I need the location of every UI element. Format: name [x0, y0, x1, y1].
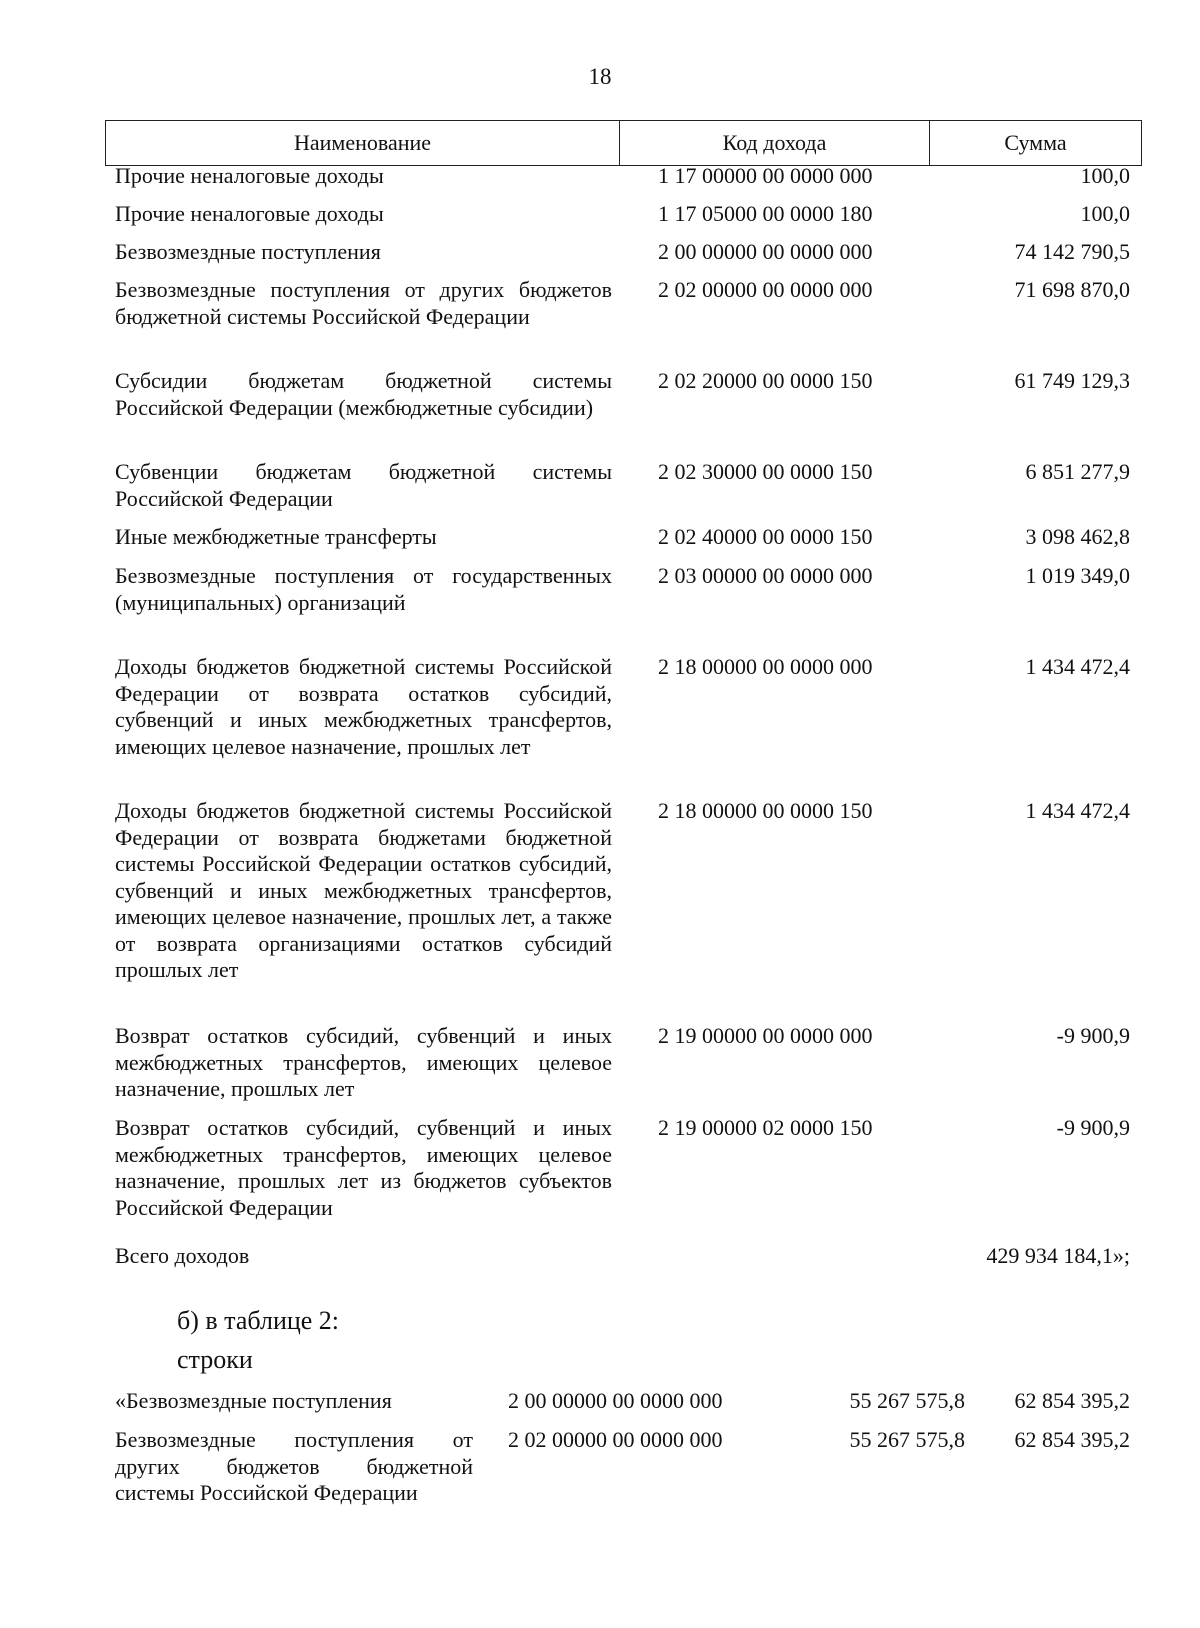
- header-name: Наименование: [106, 121, 620, 165]
- row-value-1: 55 267 575,8: [849, 1427, 965, 1452]
- row-name: Возврат остатков субсидий, субвенций и иных межбюджетных трансфертов, имеющих целевое назначение, прошлых лет: [115, 1023, 612, 1101]
- row-code: 2 18 00000 00 0000 150: [658, 798, 873, 823]
- row-code: 1 17 00000 00 0000 000: [658, 163, 873, 188]
- table-header: [105, 120, 1142, 166]
- row-sum: -9 900,9: [1056, 1023, 1130, 1048]
- row-code: 2 02 20000 00 0000 150: [658, 368, 873, 393]
- row-sum: 3 098 462,8: [1025, 524, 1130, 549]
- row-sum: 1 434 472,4: [1025, 798, 1130, 823]
- row-code: 2 00 00000 00 0000 000: [658, 239, 873, 264]
- row-sum: 1 434 472,4: [1025, 654, 1130, 679]
- row-value-2: 62 854 395,2: [1014, 1388, 1130, 1413]
- row-code: 2 02 00000 00 0000 000: [658, 277, 873, 302]
- page-number: 18: [588, 64, 612, 89]
- row-sum: 61 749 129,3: [1014, 368, 1130, 393]
- row-code: 2 02 40000 00 0000 150: [658, 524, 873, 549]
- row-name: Иные межбюджетные трансферты: [115, 524, 437, 549]
- row-sum: 100,0: [1080, 201, 1130, 226]
- section-title: б) в таблице 2:: [177, 1306, 340, 1335]
- row-sum: 6 851 277,9: [1025, 459, 1130, 484]
- row-name: Прочие неналоговые доходы: [115, 201, 384, 226]
- row-code: 2 18 00000 00 0000 000: [658, 654, 873, 679]
- row-name: Безвозмездные поступления от других бюджетов бюджетной системы Российской Федерации: [115, 1427, 473, 1505]
- row-sum: 429 934 184,1»;: [986, 1243, 1130, 1268]
- header-code: Код дохода: [620, 121, 930, 165]
- row-name: Доходы бюджетов бюджетной системы Российской Федерации от возврата бюджетами бюджетной системы Российской Федерации остатков субсидий, субвенций и иных межбюджетных трансфертов, имеющих целевое назначение, прошлых лет, а также от возврата организациями остатков субсидий прошлых лет: [115, 798, 612, 982]
- row-code: 2 19 00000 02 0000 150: [658, 1115, 873, 1140]
- row-name: Доходы бюджетов бюджетной системы Российской Федерации от возврата остатков субсидий, субвенций и иных межбюджетных трансфертов, имеющих целевое назначение, прошлых лет: [115, 654, 612, 759]
- row-name: Всего доходов: [115, 1243, 250, 1268]
- row-sum: 74 142 790,5: [1014, 239, 1130, 264]
- section-subtitle: строки: [177, 1345, 253, 1374]
- row-name: Возврат остатков субсидий, субвенций и иных межбюджетных трансфертов, имеющих целевое назначение, прошлых лет из бюджетов субъектов Российской Федерации: [115, 1115, 612, 1220]
- header-sum: Сумма: [1004, 130, 1067, 155]
- row-value-2: 62 854 395,2: [1014, 1427, 1130, 1452]
- row-code: 2 00 00000 00 0000 000: [508, 1388, 723, 1413]
- row-sum: 71 698 870,0: [1014, 277, 1130, 302]
- row-code: 2 02 30000 00 0000 150: [658, 459, 873, 484]
- row-code: 2 03 00000 00 0000 000: [658, 563, 873, 588]
- row-name: «Безвозмездные поступления: [115, 1388, 392, 1413]
- row-value-1: 55 267 575,8: [849, 1388, 965, 1413]
- row-name: Безвозмездные поступления от других бюджетов бюджетной системы Российской Федерации: [115, 277, 612, 329]
- row-sum: 100,0: [1080, 163, 1130, 188]
- row-name: Субсидии бюджетам бюджетной системы Российской Федерации (межбюджетные субсидии): [115, 368, 612, 420]
- row-sum: 1 019 349,0: [1025, 563, 1130, 588]
- row-code: 2 19 00000 00 0000 000: [658, 1023, 873, 1048]
- row-name: Безвозмездные поступления: [115, 239, 381, 264]
- row-sum: -9 900,9: [1056, 1115, 1130, 1140]
- row-name: Прочие неналоговые доходы: [115, 163, 384, 188]
- row-code: 1 17 05000 00 0000 180: [658, 201, 873, 226]
- row-code: 2 02 00000 00 0000 000: [508, 1427, 723, 1452]
- row-name: Субвенции бюджетам бюджетной системы Российской Федерации: [115, 459, 612, 511]
- row-name: Безвозмездные поступления от государственных (муниципальных) организаций: [115, 563, 612, 615]
